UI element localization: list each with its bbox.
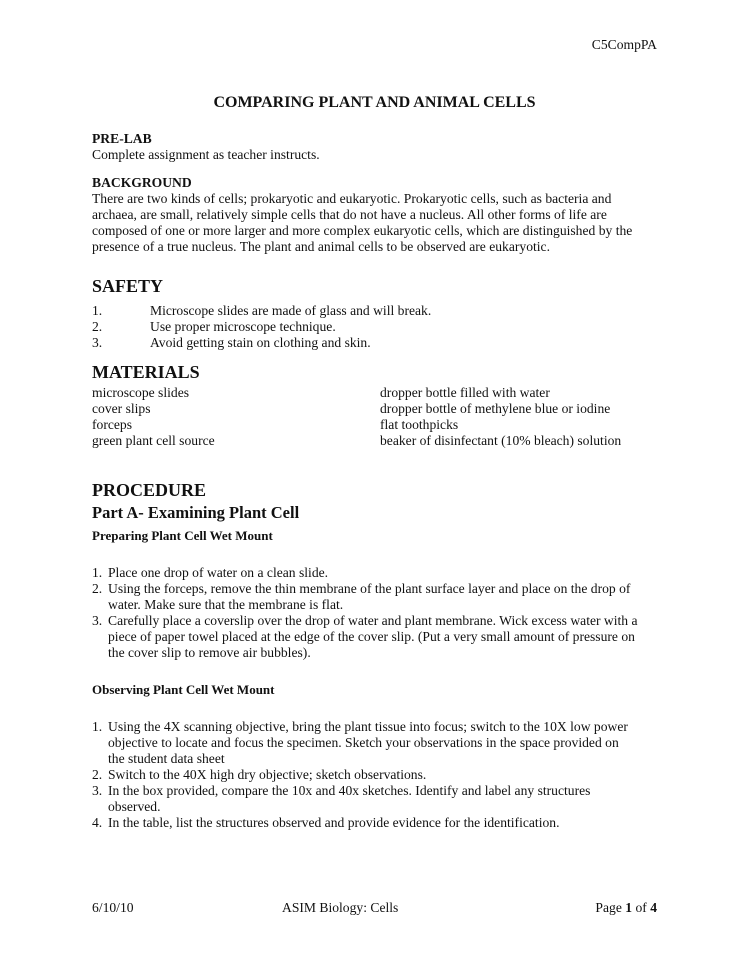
item-text: In the box provided, compare the 10x and 40x sketches. Identify and label any structures observed. <box>108 783 591 814</box>
item-text: Carefully place a coverslip over the drop of water and plant membrane. Wick excess water with a piece of paper towel placed at the edge of the cover slip. (Put a very small amount of pressure on the cover slip to remove air bubbles). <box>108 613 638 660</box>
list-item <box>92 783 637 815</box>
item-text: Microscope slides are made of glass and will break. <box>150 303 432 318</box>
procedure-heading: PROCEDURE <box>92 480 207 500</box>
material-item: flat toothpicks <box>380 417 459 432</box>
list-item <box>92 565 652 581</box>
footer-title: ASIM Biology: Cells <box>282 900 399 915</box>
prelab-text: Complete assignment as teacher instructs. <box>92 147 320 162</box>
item-text: In the table, list the structures observed and provide evidence for the identification. <box>108 815 560 830</box>
list-item <box>92 613 652 661</box>
item-number: 3. <box>92 613 103 628</box>
item-text: Use proper microscope technique. <box>150 319 336 334</box>
current-page: 1 <box>625 900 633 915</box>
material-item: dropper bottle of methylene blue or iodine <box>380 401 611 416</box>
list-item <box>92 815 637 831</box>
material-item: cover slips <box>92 401 151 416</box>
item-number: 1. <box>92 303 103 318</box>
material-item: green plant cell source <box>92 433 215 448</box>
part-a-heading: Part A- Examining Plant Cell <box>92 503 300 522</box>
item-text: Avoid getting stain on clothing and skin. <box>150 335 371 350</box>
safety-heading: SAFETY <box>92 276 164 296</box>
prep-list <box>92 565 652 661</box>
item-number: 2. <box>92 319 103 334</box>
item-text: Switch to the 40X high dry objective; sketch observations. <box>108 767 427 782</box>
material-item: beaker of disinfectant (10% bleach) solution <box>380 433 622 448</box>
safety-list <box>92 303 657 351</box>
list-item <box>92 719 637 767</box>
prep-heading: Preparing Plant Cell Wet Mount <box>92 528 273 543</box>
item-number: 1. <box>92 565 103 580</box>
observe-list <box>92 719 637 831</box>
of-word: of <box>635 900 647 915</box>
footer-page-number <box>595 900 657 916</box>
item-number: 3. <box>92 335 103 350</box>
material-item: microscope slides <box>92 385 190 400</box>
item-number: 4. <box>92 815 103 830</box>
item-text: Place one drop of water on a clean slide. <box>108 565 329 580</box>
page-title: COMPARING PLANT AND ANIMAL CELLS <box>213 94 536 111</box>
list-item <box>92 581 652 613</box>
material-item: dropper bottle filled with water <box>380 385 550 400</box>
total-pages: 4 <box>650 900 657 915</box>
material-item: forceps <box>92 417 133 432</box>
footer-date: 6/10/10 <box>92 900 134 915</box>
item-number: 2. <box>92 581 103 596</box>
item-number: 3. <box>92 783 103 798</box>
background-text: There are two kinds of cells; prokaryotic and eukaryotic. Prokaryotic cells, such as bacteria and archaea, are small, relatively simple cells that do not have a nucleus. All other forms of life are composed of one or more larger and more complex eukaryotic cells, which are distinguished by the presence of a true nucleus. The plant and animal cells to be observed are eukaryotic. <box>92 191 633 254</box>
list-item <box>92 767 637 783</box>
list-item <box>92 319 657 335</box>
item-number: 1. <box>92 719 103 734</box>
prelab-heading: PRE-LAB <box>92 131 152 146</box>
item-text: Using the 4X scanning objective, bring the plant tissue into focus; switch to the 10X low power objective to locate and focus the specimen. Sketch your observations in the space provided on the student data sheet <box>108 719 628 766</box>
list-item <box>92 303 657 319</box>
list-item <box>92 335 657 351</box>
materials-heading: MATERIALS <box>92 362 200 382</box>
item-text: Using the forceps, remove the thin membrane of the plant surface layer and place on the drop of water. Make sure that the membrane is flat. <box>108 581 631 612</box>
observe-heading: Observing Plant Cell Wet Mount <box>92 682 275 697</box>
item-number: 2. <box>92 767 103 782</box>
background-heading: BACKGROUND <box>92 175 192 190</box>
materials-left-column <box>92 385 215 449</box>
materials-right-column <box>380 385 621 449</box>
page-word: Page <box>595 900 622 915</box>
header-code: C5CompPA <box>591 37 657 52</box>
